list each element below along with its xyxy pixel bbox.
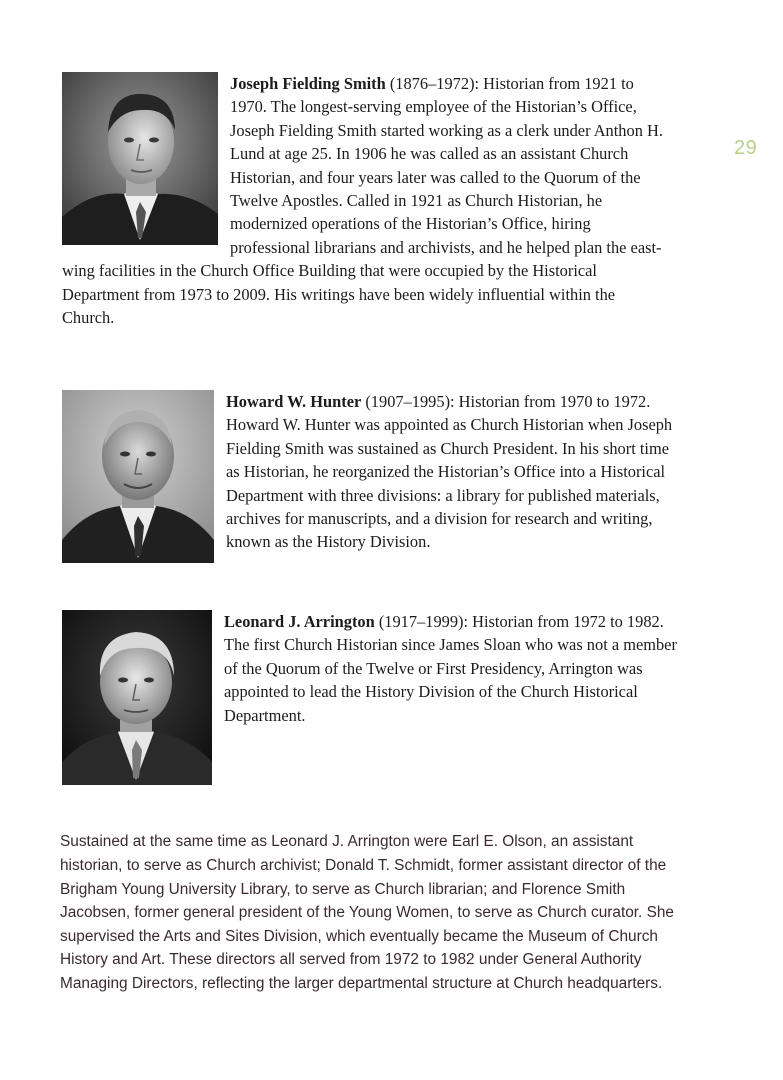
portrait-photo-howard-w-hunter xyxy=(62,390,214,563)
bio-name: Joseph Fielding Smith xyxy=(230,74,386,93)
bio-name: Leonard J. Arrington xyxy=(224,612,375,631)
bio-leonard-j-arrington xyxy=(62,610,682,789)
bio-howard-w-hunter xyxy=(62,390,682,567)
portrait-photo-leonard-j-arrington xyxy=(62,610,212,785)
bio-name: Howard W. Hunter xyxy=(226,392,362,411)
page-number: 29 xyxy=(734,137,758,159)
bio-joseph-fielding-smith xyxy=(62,72,667,329)
bio-text: (1917–1999): Historian from 1972 to 1982. The first Church Historian since James Sloan who was not a member of the Quorum of the Twelve or First Presidency, Arrington was appointed to lead the History Division of the Church Historical Department. xyxy=(224,612,677,725)
bio-text: (1907–1995): Historian from 1970 to 1972. Howard W. Hunter was appointed as Church Historian when Joseph Fielding Smith was sustained as Church President. In his short time as Historian, he reorganized the Historian’s Office into a Historical Department with three divisions: a library for published materials, archives for manuscripts, and a division for research and writing, known as the History Division. xyxy=(226,392,673,552)
closing-paragraph: Sustained at the same time as Leonard J. Arrington were Earl E. Olson, an assistant historian, to serve as Church archivist; Donald T. Schmidt, former assistant director of the Brigham Young University Library, to serve as Church librarian; and Florence Smith Jacobsen, former general president of the Young Women, to serve as Church curator. She supervised the Arts and Sites Division, which eventually became the Museum of Church History and Art. These directors all served from 1972 to 1982 under General Authority Managing Directors, reflecting the larger departmental structure at Church headquarters. xyxy=(60,833,674,992)
bio-text: (1876–1972): Historian from 1921 to 1970. The longest-serving employee of the Historian’s Office, Joseph Fielding Smith started working as a clerk under Anthon H. Lund at age 25. In 1906 he was called as an assistant Church Historian, and four years later was called to the Quorum of the Twelve Apostles. Called in 1921 as Church Historian, he modernized operations of the Historian’s Office, hiring professional librarians and archivists, and he helped plan the east-wing facilities in the Church Office Building that were occupied by the Historical Department from 1973 to 2009. His writings have been widely influential within the Church. xyxy=(62,74,663,328)
portrait-photo-joseph-fielding-smith xyxy=(62,72,218,245)
